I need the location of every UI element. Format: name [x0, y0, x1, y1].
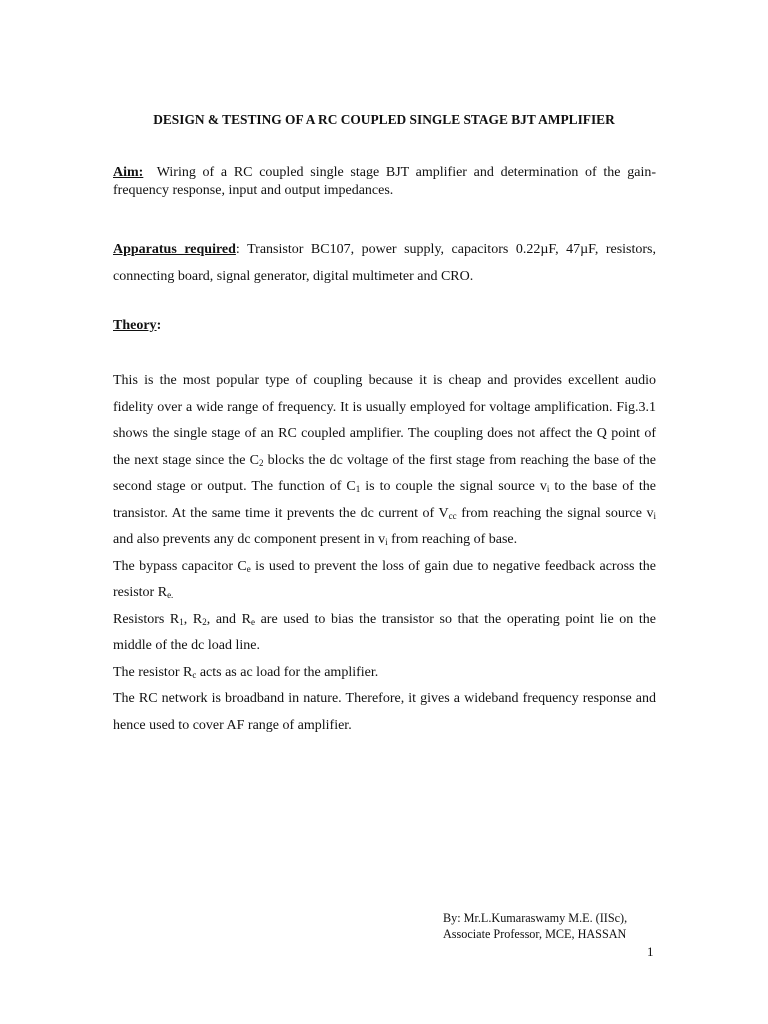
theory-paragraph	[113, 660, 656, 687]
apparatus-text: Transistor BC107, power supply, capacitors 0.22µF, 47µF, resistors, connecting board, signal generator, digital multimeter and CRO.	[113, 242, 657, 284]
subscript: i	[653, 510, 656, 521]
theory-paragraph	[113, 368, 656, 554]
text-run: , R	[183, 611, 203, 627]
apparatus-section: Apparatus required: Transistor BC107, power supply, capacitors 0.22µF, 47µF, resistors, connecting board, signal generator, digital multimeter and CRO.	[113, 242, 657, 284]
text-run: , and R	[206, 611, 251, 627]
subscript: 1	[355, 484, 361, 494]
subscript: c	[192, 669, 197, 680]
aim-text: Wiring of a RC coupled single stage BJT amplifier and determination of the gain-frequency response, input and output impedances.	[113, 165, 656, 198]
text-run: from reaching the signal source v	[456, 505, 654, 521]
theory-paragraph	[113, 686, 656, 739]
aim-label: Aim:	[113, 165, 144, 180]
theory-body	[113, 368, 656, 739]
theory-heading: Theory:	[113, 318, 162, 333]
author-line: By: Mr.L.Kumaraswamy M.E. (IISc),	[443, 911, 628, 925]
theory-label: Theory	[113, 318, 157, 333]
text-run: The bypass capacitor C	[113, 558, 247, 574]
subscript: e	[246, 563, 251, 574]
text-run: The RC network is broadband in nature. Therefore, it gives a wideband frequency response and hence used to cover AF range of amplifier.	[113, 691, 656, 733]
subscript: i	[385, 537, 388, 547]
author-block	[443, 910, 663, 942]
text-run: are used to bias the transistor so that the operating point lie on the middle of the dc load line.	[113, 611, 656, 653]
subscript: e.	[167, 590, 174, 600]
text-run: to the base of the transistor. At the same time it prevents the dc current of V	[113, 479, 656, 521]
subscript: 2	[202, 616, 207, 627]
text-run: is used to prevent the loss of gain due to negative feedback across the resistor R	[113, 558, 656, 600]
subscript: 2	[258, 457, 264, 468]
subscript: e	[250, 616, 255, 627]
page-number: 1	[647, 944, 654, 959]
theory-paragraph	[113, 607, 656, 660]
aim-section	[113, 164, 656, 200]
text-run: The resistor R	[113, 664, 193, 680]
subscript: 1	[179, 616, 184, 627]
theory-paragraph	[113, 554, 656, 607]
text-run: Resistors R	[113, 611, 180, 627]
subscript: cc	[448, 510, 457, 521]
document-title: DESIGN & TESTING OF A RC COUPLED SINGLE STAGE BJT AMPLIFIER	[153, 112, 615, 127]
apparatus-label: Apparatus required	[113, 242, 236, 257]
text-run: and also prevents any dc component present in v	[113, 532, 386, 547]
text-run: from reaching of base.	[387, 532, 518, 547]
text-run: is to couple the signal source v	[360, 479, 547, 494]
text-run: acts as ac load for the amplifier.	[196, 664, 379, 680]
author-line: Associate Professor, MCE, HASSAN	[443, 927, 627, 941]
subscript: i	[546, 484, 550, 494]
text-run: blocks the dc voltage of the first stage from reaching the base of the second stage or output. The function of C	[113, 452, 657, 494]
text-run: This is the most popular type of coupling because it is cheap and provides excellent audio fidelity over a wide range of frequency. It is usually employed for voltage amplification. Fig.3.1 shows the single stage of an RC coupled amplifier. The coupling does not affect the Q point of the next stage since the C	[113, 373, 656, 468]
